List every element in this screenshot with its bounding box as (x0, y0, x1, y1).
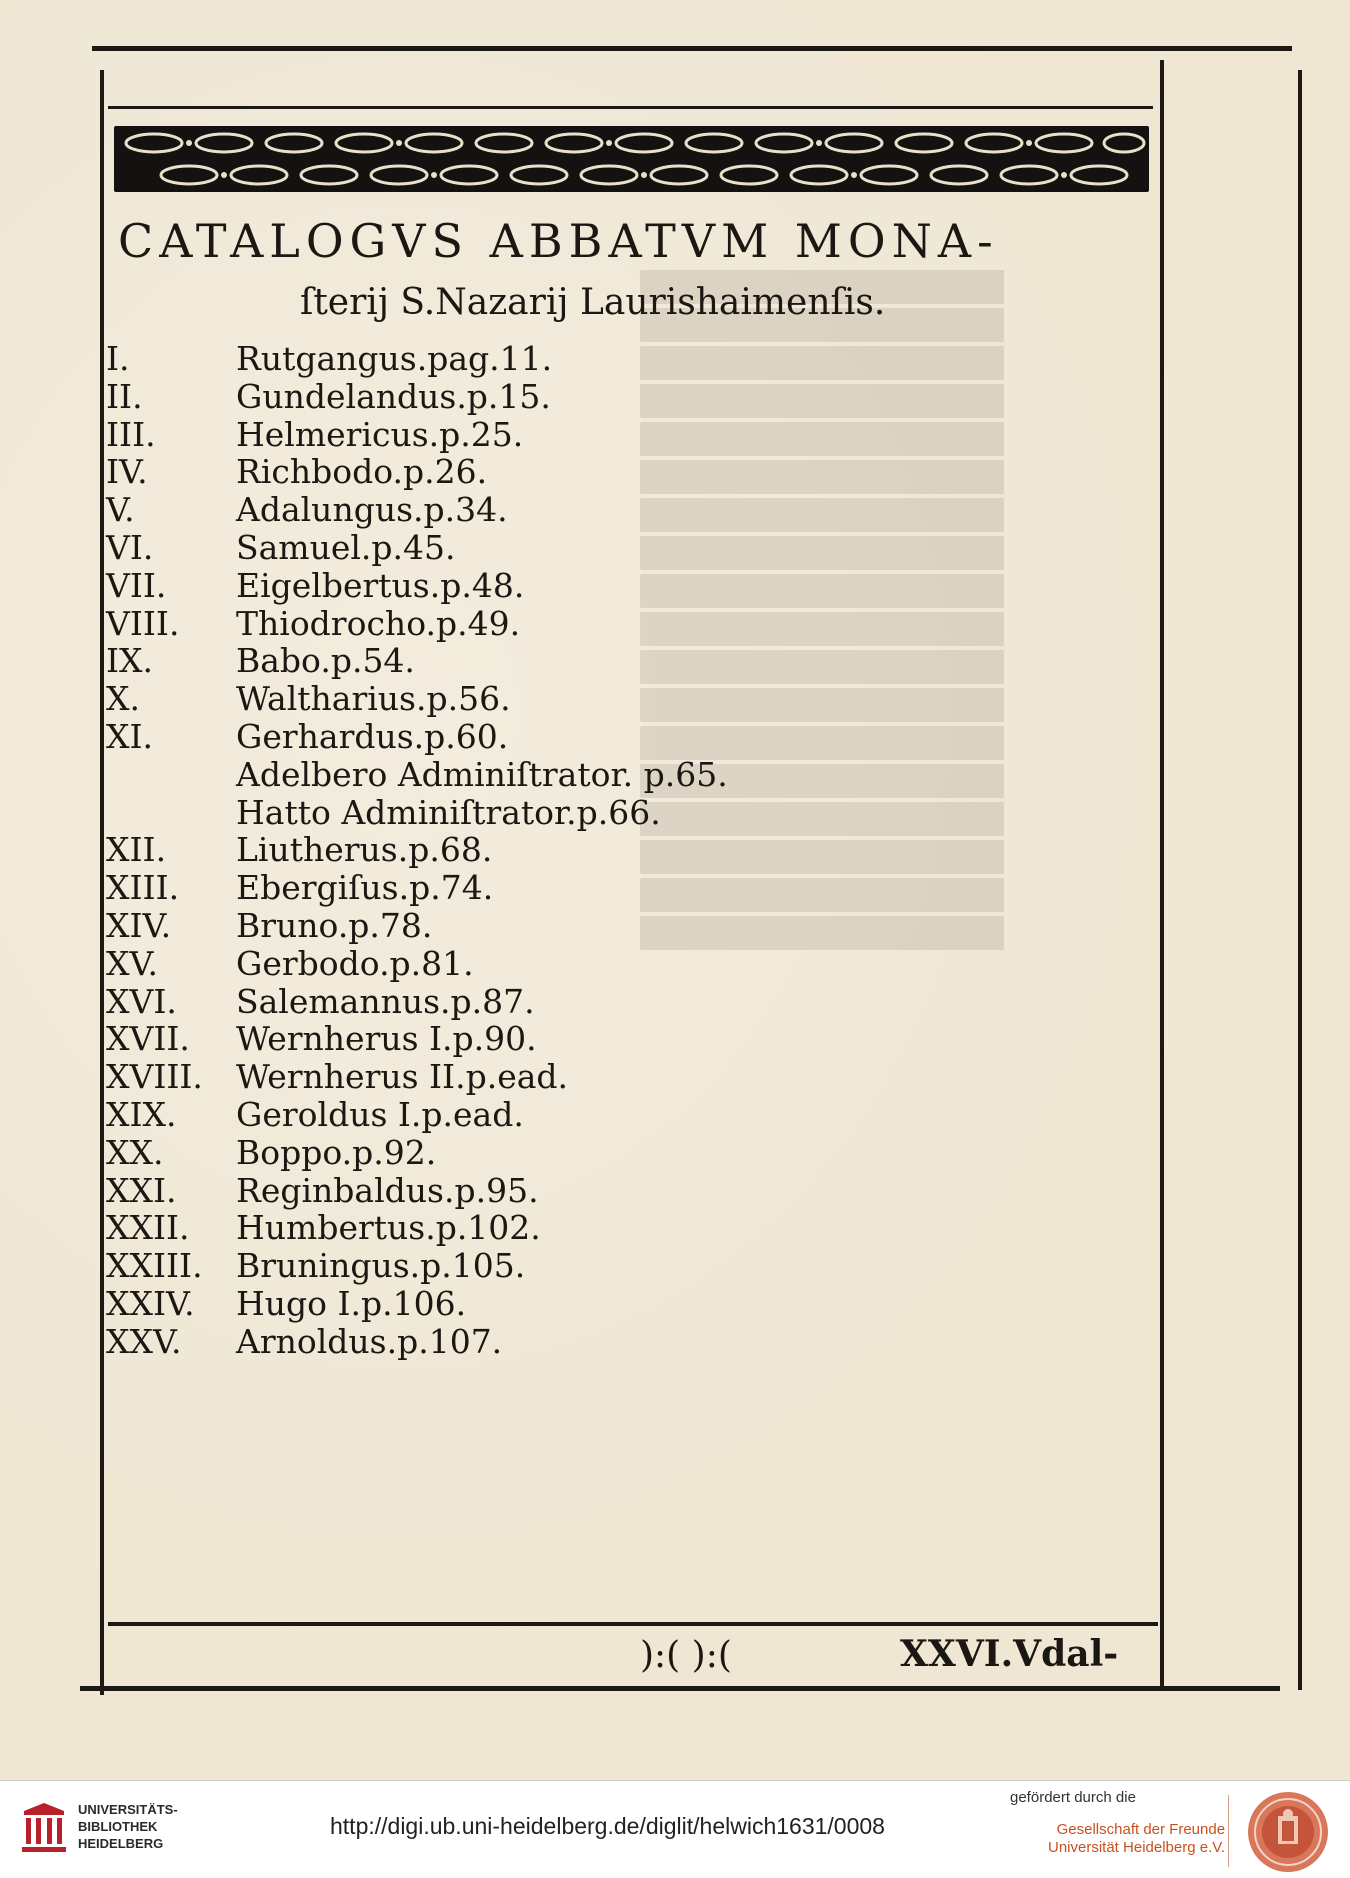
list-item (106, 794, 926, 832)
library-name-line: BIBLIOTHEK (78, 1819, 158, 1834)
entry-number: II. (106, 376, 143, 416)
bottom-rule-upper (108, 1622, 1158, 1626)
entry-name: Helmericus.p.25. (236, 414, 524, 454)
entry-number: V. (106, 490, 135, 530)
entry-number: XVII. (106, 1019, 190, 1059)
entry-number: IV. (106, 452, 148, 492)
list-item (106, 1020, 926, 1058)
entry-number: III. (106, 414, 156, 454)
entry-name: Rutgangus.pag.11. (236, 339, 553, 378)
society-name-line: Universität Heidelberg e.V. (1048, 1839, 1226, 1856)
entry-name: Waltharius.p.56. (236, 679, 511, 719)
list-item (106, 1209, 926, 1247)
list-item (106, 1285, 926, 1323)
entry-number: VIII. (106, 603, 180, 643)
entry-number: VII. (106, 565, 167, 605)
entry-name: Wernherus II.p.ead. (236, 1057, 569, 1097)
library-name (78, 1801, 178, 1852)
list-item (106, 1096, 926, 1134)
entry-number: XIV. (106, 905, 172, 945)
entry-name: Liutherus.p.68. (236, 830, 493, 870)
list-item (106, 567, 926, 605)
list-item (106, 416, 926, 454)
ub-logo-icon[interactable] (18, 1801, 70, 1857)
inner-right-border (1160, 60, 1164, 1690)
ornament-pattern-icon (114, 126, 1149, 192)
entry-name: Bruno.p.78. (236, 905, 433, 945)
list-item (106, 831, 926, 869)
entry-name: Gerhardus.p.60. (236, 716, 509, 756)
entry-number: XXV. (106, 1321, 182, 1361)
entry-name: Hugo I.p.106. (236, 1283, 467, 1323)
entry-name: Bruningus.p.105. (236, 1246, 526, 1286)
list-item (106, 680, 926, 718)
entry-number: XII. (106, 830, 167, 870)
list-item (106, 1172, 926, 1210)
entry-number: X. (106, 679, 140, 719)
library-name-line: HEIDELBERG (78, 1836, 164, 1851)
list-item (106, 1247, 926, 1285)
list-item (106, 945, 926, 983)
top-rule (92, 46, 1292, 51)
entry-name: Adelbero Adminiſtrator. p.65. (236, 754, 728, 794)
ornament-top-rule (108, 106, 1153, 109)
entry-name: Arnoldus.p.107. (236, 1321, 503, 1361)
entry-number: VI. (106, 527, 154, 567)
catalog-subtitle: ſterij S.Nazarij Laurishaimenſis. (300, 282, 886, 323)
list-item (106, 907, 926, 945)
entry-name: Humbertus.p.102. (236, 1208, 541, 1248)
library-name-line: UNIVERSITÄTS- (78, 1802, 178, 1817)
list-item (106, 1058, 926, 1096)
list-item (106, 983, 926, 1021)
list-item (106, 491, 926, 529)
entry-name: Samuel.p.45. (236, 527, 456, 567)
entry-name: Eigelbertus.p.48. (236, 565, 525, 605)
entry-name: Richbodo.p.26. (236, 452, 488, 492)
entry-number: XI. (106, 716, 154, 756)
abbot-list (106, 340, 926, 1361)
list-item (106, 1323, 926, 1361)
list-item (106, 529, 926, 567)
entry-name: Adalungus.p.34. (236, 490, 508, 530)
entry-name: Ebergiſus.p.74. (236, 868, 494, 908)
entry-number: XVIII. (106, 1057, 203, 1097)
signature-mark: ):( ):( (640, 1635, 732, 1676)
entry-number: XXIV. (106, 1283, 195, 1323)
entry-name: Hatto Adminiſtrator.p.66. (236, 792, 661, 832)
entry-name: Babo.p.54. (236, 641, 415, 681)
viewer-footer (0, 1780, 1350, 1878)
page-url-link[interactable]: http://digi.ub.uni-heidelberg.de/diglit/helwich1631/0008 (330, 1813, 885, 1839)
entry-number: I. (106, 339, 130, 378)
entry-number: XV. (106, 943, 159, 983)
entry-name: Thiodrocho.p.49. (236, 603, 521, 643)
list-item (106, 1134, 926, 1172)
list-item (106, 718, 926, 756)
list-item (106, 605, 926, 643)
footer-divider (1228, 1795, 1229, 1867)
catchword: XXVI.Vdal- (900, 1633, 1119, 1675)
entry-number: XX. (106, 1132, 164, 1172)
catalog-title: CATALOGVS ABBATVM MONA- (118, 214, 999, 268)
university-seal-icon[interactable] (1246, 1790, 1330, 1874)
entry-number: XIX. (106, 1094, 177, 1134)
entry-name: Salemannus.p.87. (236, 981, 535, 1021)
entry-name: Wernherus I.p.90. (236, 1019, 537, 1059)
entry-name: Gerbodo.p.81. (236, 943, 474, 983)
entry-name: Reginbaldus.p.95. (236, 1170, 539, 1210)
list-item (106, 756, 926, 794)
society-name[interactable] (1048, 1821, 1225, 1857)
funded-by-label: gefördert durch die (1010, 1789, 1136, 1806)
entry-number: XXIII. (106, 1246, 203, 1286)
list-item (106, 340, 926, 378)
entry-name: Geroldus I.p.ead. (236, 1094, 524, 1134)
society-name-line: Gesellschaft der Freunde (1056, 1821, 1226, 1838)
entry-number: XXI. (106, 1170, 177, 1210)
outer-right-border (1298, 70, 1302, 1690)
list-item (106, 869, 926, 907)
entry-name: Boppo.p.92. (236, 1132, 437, 1172)
entry-number: XVI. (106, 981, 177, 1021)
left-border (100, 70, 104, 1695)
entry-number: XXII. (106, 1208, 190, 1248)
bottom-rule-lower (80, 1686, 1280, 1691)
list-item (106, 378, 926, 416)
list-item (106, 453, 926, 491)
entry-name: Gundelandus.p.15. (236, 376, 551, 416)
ornament-band (114, 126, 1149, 192)
entry-number: XIII. (106, 868, 180, 908)
entry-number: IX. (106, 641, 154, 681)
list-item (106, 642, 926, 680)
